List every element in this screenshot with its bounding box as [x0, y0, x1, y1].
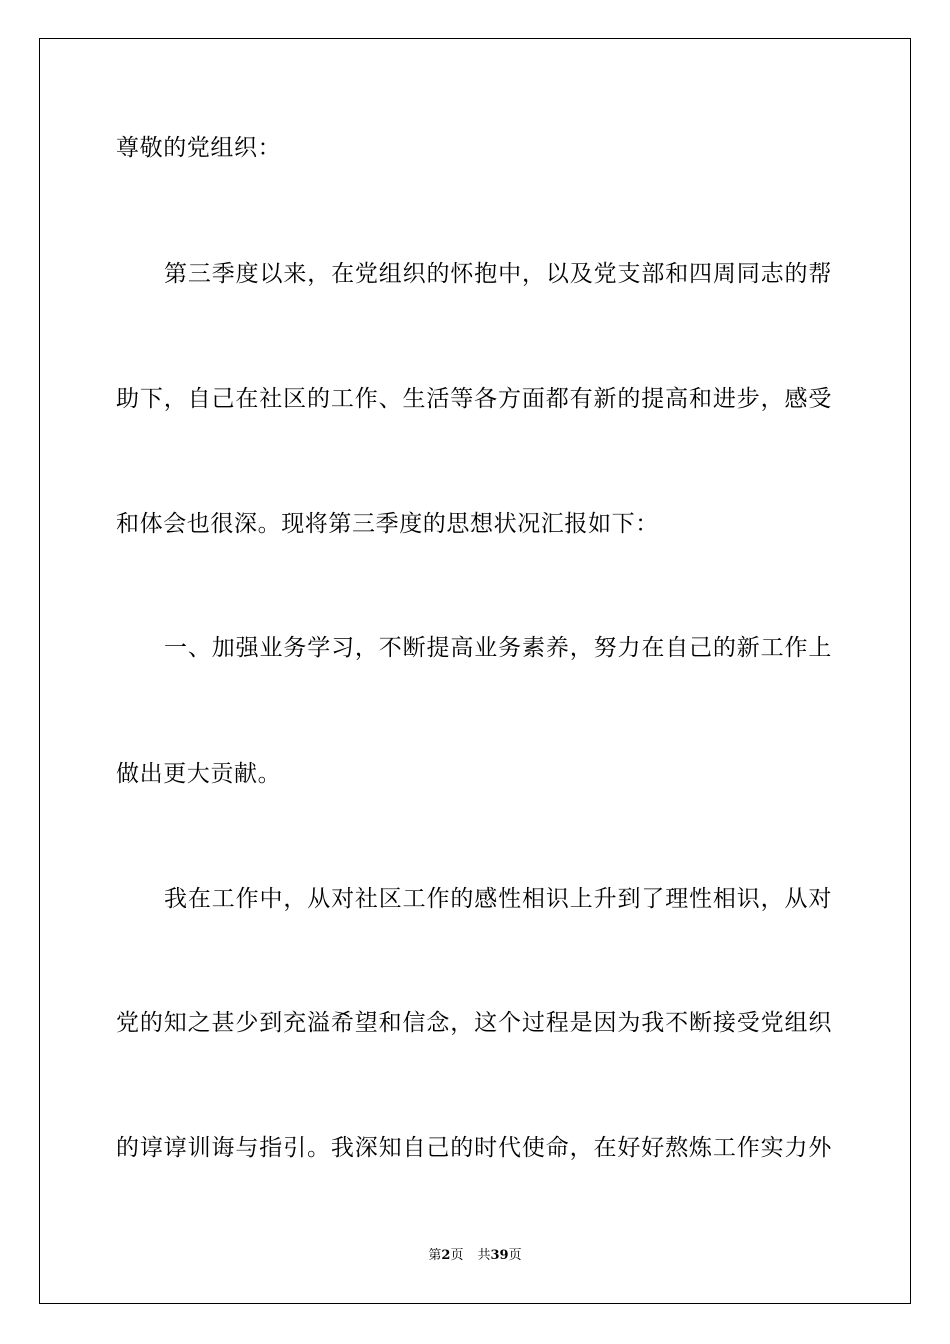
paragraph-line: 助下，自己在社区的工作、生活等各方面都有新的提高和进步，感受 — [116, 386, 832, 412]
paragraph-line: 的谆谆训诲与指引。我深知自己的时代使命，在好好熬炼工作实力外 — [116, 1135, 832, 1161]
paragraph-line: 我在工作中，从对社区工作的感性相识上升到了理性相识，从对 — [164, 886, 832, 912]
total-prefix: 共 — [477, 1248, 491, 1263]
page-footer — [0, 1247, 950, 1265]
paragraph-line: 第三季度以来，在党组织的怀抱中，以及党支部和四周同志的帮 — [164, 261, 832, 287]
paragraph-line: 一、加强业务学习，不断提高业务素养，努力在自己的新工作上 — [164, 635, 832, 661]
salutation: 尊敬的党组织： — [116, 135, 282, 161]
page-total: 39 — [490, 1248, 509, 1263]
page-current: 2 — [441, 1248, 451, 1263]
paragraph-line: 和体会也很深。现将第三季度的思想状况汇报如下： — [116, 511, 659, 537]
paragraph-line: 党的知之甚少到充溢希望和信念，这个过程是因为我不断接受党组织 — [116, 1010, 832, 1036]
page-prefix: 第 — [428, 1248, 442, 1263]
paragraph-line: 做出更大贡献。 — [116, 761, 282, 787]
page-border — [39, 38, 911, 1304]
page-suffix: 页 — [450, 1248, 464, 1263]
total-suffix: 页 — [508, 1248, 522, 1263]
